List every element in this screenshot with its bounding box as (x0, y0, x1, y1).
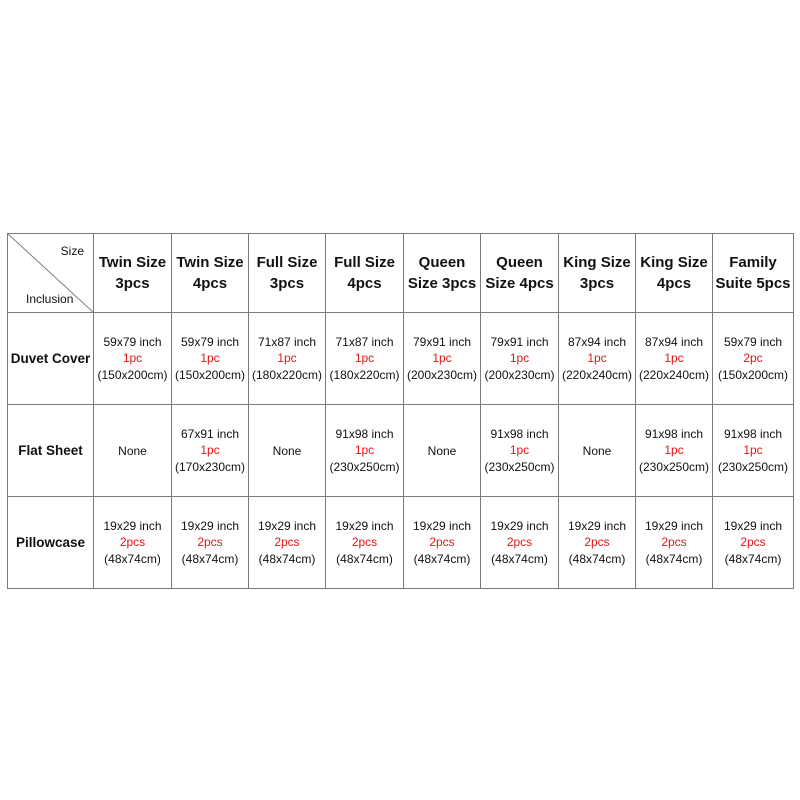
dimension-cm: (150x200cm) (717, 367, 789, 382)
quantity-label: 2pcs (506, 535, 533, 550)
dimension-inch: 19x29 inch (335, 518, 394, 533)
table-cell (326, 497, 404, 589)
quantity-label: 1pc (354, 351, 375, 366)
dimension-inch: 87x94 inch (567, 334, 627, 349)
dimension-cm: (230x250cm) (329, 459, 400, 474)
corner-size-label: Size (60, 244, 84, 258)
dimension-inch: 87x94 inch (644, 334, 704, 349)
dimension-cm: (48x74cm) (336, 551, 393, 566)
table-cell (326, 313, 404, 405)
dimension-inch: 91x98 inch (644, 426, 704, 441)
quantity-label: 1pc (354, 443, 375, 458)
table-cell (249, 497, 326, 589)
quantity-label: 2pcs (429, 535, 455, 550)
table-cell (94, 313, 172, 405)
dimension-cm: (180x220cm) (329, 367, 400, 382)
dimension-cm: (220x240cm) (638, 367, 710, 382)
row-header: Pillowcase (8, 497, 94, 589)
quantity-label: 2pcs (119, 535, 146, 550)
table-cell (94, 497, 172, 589)
dimension-cm: (230x250cm) (717, 459, 789, 474)
dimension-inch: 79x91 inch (490, 334, 549, 349)
dimension-cm: (48x74cm) (258, 551, 316, 566)
dimension-cm: (230x250cm) (638, 459, 710, 474)
table-cell (404, 497, 481, 589)
table-row (8, 405, 794, 497)
dimension-inch: 19x29 inch (257, 518, 317, 533)
dimension-cm: (48x74cm) (724, 551, 782, 566)
dimension-cm: (48x74cm) (491, 551, 548, 566)
column-header: Twin Size 3pcs (94, 234, 172, 313)
corner-cell (8, 234, 94, 313)
table-cell (172, 405, 249, 497)
quantity-label: 2pcs (197, 535, 223, 550)
corner-inclusion-label: Inclusion (26, 292, 74, 306)
table-cell (636, 497, 713, 589)
dimension-inch: 91x98 inch (335, 426, 394, 441)
table-cell (713, 313, 794, 405)
table-cell (481, 497, 559, 589)
size-chart-table (7, 233, 794, 589)
quantity-label: 1pc (743, 443, 763, 458)
table-cell (172, 313, 249, 405)
quantity-label: 1pc (432, 351, 452, 366)
dimension-cm: (170x230cm) (174, 459, 246, 474)
row-header: Duvet Cover (8, 313, 94, 405)
dimension-inch: 79x91 inch (412, 334, 472, 349)
column-header: Full Size 4pcs (326, 234, 404, 313)
table-cell (326, 405, 404, 497)
dimension-cm: (48x74cm) (645, 551, 703, 566)
dimension-cm: (48x74cm) (413, 551, 471, 566)
table-row (8, 497, 794, 589)
quantity-label: 2pcs (661, 535, 687, 550)
table-cell (481, 313, 559, 405)
dimension-cm: (180x220cm) (251, 367, 323, 382)
table-cell (636, 405, 713, 497)
column-header: King Size 4pcs (636, 234, 713, 313)
dimension-cm: (200x230cm) (484, 367, 555, 382)
dimension-inch: 71x87 inch (257, 334, 317, 349)
table-cell (249, 313, 326, 405)
dimension-inch: 19x29 inch (103, 518, 162, 533)
column-header: Family Suite 5pcs (713, 234, 794, 313)
quantity-label: 2pc (743, 351, 763, 366)
table-cell (172, 497, 249, 589)
dimension-inch: 19x29 inch (412, 518, 472, 533)
dimension-inch: 19x29 inch (644, 518, 704, 533)
dimension-cm: (200x230cm) (406, 367, 478, 382)
quantity-label: 1pc (122, 351, 143, 366)
column-header: King Size 3pcs (559, 234, 636, 313)
quantity-label: 1pc (587, 351, 607, 366)
dimension-cm: (150x200cm) (97, 367, 168, 382)
table-cell (559, 313, 636, 405)
table-cell (404, 313, 481, 405)
table-cell (481, 405, 559, 497)
dimension-cm: (48x74cm) (181, 551, 239, 566)
quantity-label: 2pcs (740, 535, 766, 550)
column-header: Queen Size 3pcs (404, 234, 481, 313)
row-header: Flat Sheet (8, 405, 94, 497)
dimension-cm: (220x240cm) (561, 367, 633, 382)
table-cell: None (249, 405, 326, 497)
table-cell (636, 313, 713, 405)
table-cell: None (559, 405, 636, 497)
table-cell (713, 497, 794, 589)
header-row (8, 234, 794, 313)
table-cell (713, 405, 794, 497)
quantity-label: 2pcs (351, 535, 378, 550)
dimension-inch: 59x79 inch (180, 334, 240, 349)
column-header: Twin Size 4pcs (172, 234, 249, 313)
column-header: Full Size 3pcs (249, 234, 326, 313)
dimension-cm: (48x74cm) (104, 551, 161, 566)
dimension-inch: 19x29 inch (180, 518, 240, 533)
dimension-inch: 59x79 inch (103, 334, 162, 349)
dimension-inch: 71x87 inch (335, 334, 394, 349)
quantity-label: 1pc (200, 443, 220, 458)
dimension-inch: 67x91 inch (180, 426, 240, 441)
table-row (8, 313, 794, 405)
quantity-label: 1pc (509, 351, 530, 366)
quantity-label: 1pc (509, 443, 530, 458)
table-cell: None (94, 405, 172, 497)
dimension-inch: 59x79 inch (723, 334, 783, 349)
table-cell (559, 497, 636, 589)
quantity-label: 1pc (664, 351, 684, 366)
dimension-inch: 19x29 inch (567, 518, 627, 533)
dimension-inch: 91x98 inch (723, 426, 783, 441)
quantity-label: 1pc (277, 351, 297, 366)
quantity-label: 1pc (664, 443, 684, 458)
dimension-inch: 19x29 inch (723, 518, 783, 533)
dimension-inch: 91x98 inch (490, 426, 549, 441)
quantity-label: 2pcs (584, 535, 610, 550)
quantity-label: 1pc (200, 351, 220, 366)
dimension-cm: (48x74cm) (568, 551, 626, 566)
table-cell: None (404, 405, 481, 497)
dimension-cm: (230x250cm) (484, 459, 555, 474)
column-header: Queen Size 4pcs (481, 234, 559, 313)
dimension-cm: (150x200cm) (174, 367, 246, 382)
quantity-label: 2pcs (274, 535, 300, 550)
dimension-inch: 19x29 inch (490, 518, 549, 533)
